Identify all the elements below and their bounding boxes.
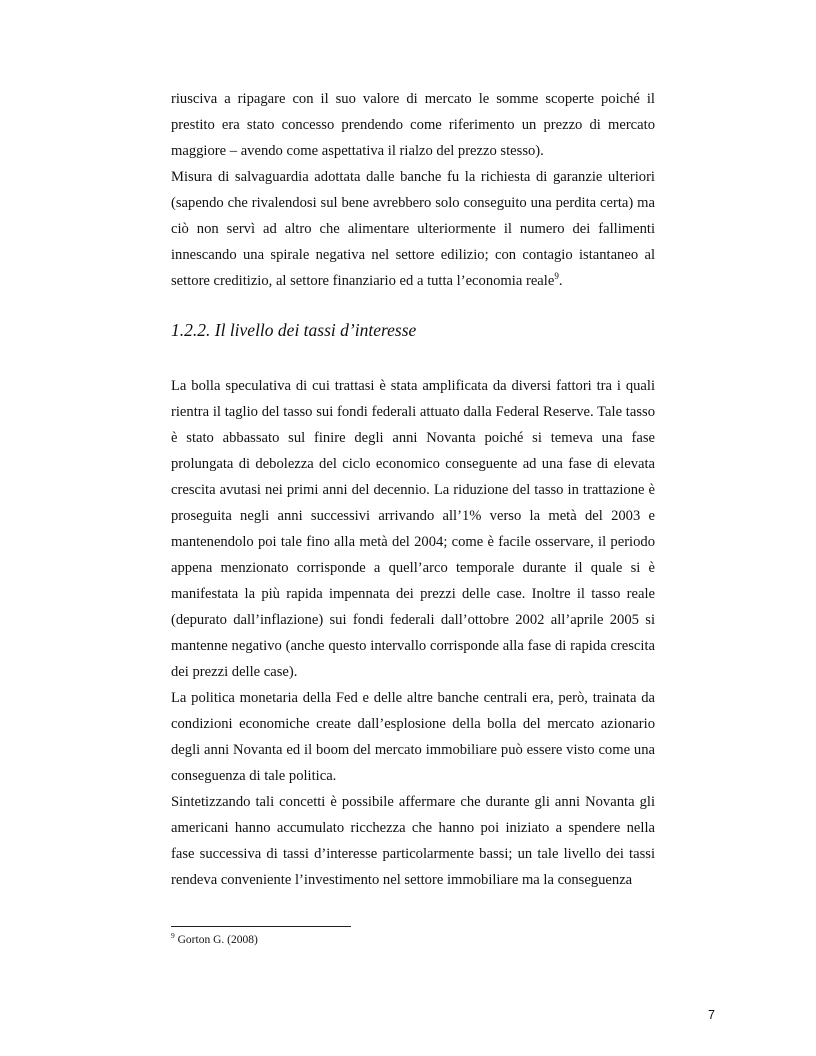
paragraph-speculative-bubble: La bolla speculativa di cui trattasi è stata amplificata da diversi fattori tra i quali rientra il taglio del tasso sui fondi federali attuato dalla Federal Reserve. Tale tasso è stato abbassato sul finire degli anni Novanta poiché si temeva una fase prolungata di debolezza del ciclo economico conseguente ad una fase di elevata crescita avutasi nei primi anni del decennio. La riduzione del tasso in trattazione è proseguita negli anni successivi arrivando all’1% verso la metà del 2003 e mantenendolo poi tale fino alla metà del 2004; come è facile osservare, il periodo appena menzionato corrisponde a quell’arco temporale durante il quale si è manifestata la più rapida impennata dei prezzi delle case. Inoltre il tasso reale (depurato dall’inflazione) sui fondi federali dall’ottobre 2002 all’aprile 2005 si mantenne negativo (anche questo intervallo corrisponde alla fase di rapida crescita dei prezzi delle case). <box>171 378 655 680</box>
footnote-reference: 9 <box>554 271 559 282</box>
footnote-number: 9 <box>171 931 175 941</box>
paragraph-safeguard <box>171 164 655 294</box>
paragraph-continuation: riusciva a ripagare con il suo valore di mercato le somme scoperte poiché il prestito era stato concesso prendendo come riferimento un prezzo di mercato maggiore – avendo come aspettativa il rialzo del prezzo stesso). <box>171 91 655 159</box>
section-heading: 1.2.2. Il livello dei tassi d’interesse <box>171 320 417 340</box>
paragraph-safeguard-end: . <box>558 273 563 289</box>
paragraph-safeguard-text: Misura di salvaguardia adottata dalle banche fu la richiesta di garanzie ulteriori (sapendo che rivalendosi sul bene avrebbero solo conseguito una perdita certa) ma ciò non servì ad altro che alimentare ulteriormente il numero dei fallimenti innescando una spirale negativa nel settore edilizio; con contagio istantaneo al settore creditizio, al settore finanziario ed a tutta l’economia reale <box>171 169 655 289</box>
body-text-top <box>171 86 655 294</box>
paragraph-summary: Sintetizzando tali concetti è possibile affermare che durante gli anni Novanta gli americani hanno accumulato ricchezza che hanno poi iniziato a spendere nella fase successiva di tassi d’interesse particolarmente bassi; un tale livello dei tassi rendeva conveniente l’investimento nel settore immobiliare ma la conseguenza <box>171 794 655 888</box>
paragraph-monetary-policy: La politica monetaria della Fed e delle altre banche centrali era, però, trainata da condizioni economiche create dall’esplosione della bolla del mercato azionario degli anni Novanta ed il boom del mercato immobiliare può essere visto come una conseguenza di tale politica. <box>171 690 655 784</box>
page-number: 7 <box>708 1008 715 1022</box>
footnote-text: Gorton G. (2008) <box>174 934 258 946</box>
footnote <box>171 933 258 947</box>
footnote-divider <box>171 926 351 927</box>
body-text-main <box>171 373 655 893</box>
